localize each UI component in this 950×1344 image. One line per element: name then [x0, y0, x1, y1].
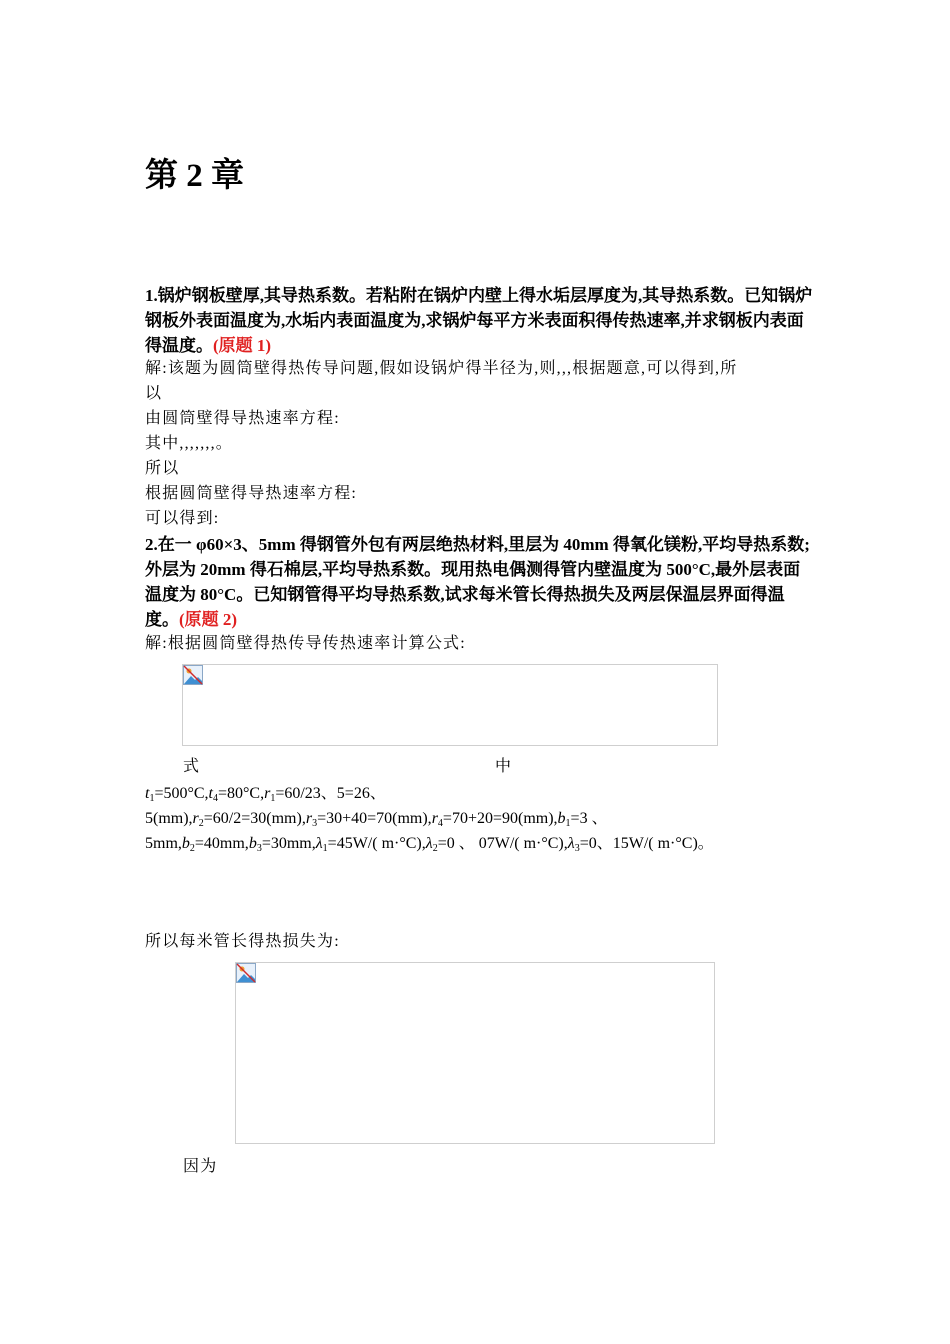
broken-image-icon — [183, 665, 203, 685]
solution-1-line-3: 由圆筒壁得导热速率方程: — [145, 410, 340, 427]
solution-2-line-1: 解:根据圆筒壁得热传导传热速率计算公式: — [145, 635, 466, 652]
solution-1-line-6: 根据圆筒壁得导热速率方程: — [145, 485, 358, 502]
because-line: 因为 — [183, 1158, 218, 1175]
problem-2-text: 2.在一 φ60×3、5mm 得钢管外包有两层绝热材料,里层为 40mm 得氧化镁粉,平均导热系数;外层为 20mm 得石棉层,平均导热系数。现用热电偶测得管内壁温度为 500°C,最外层表面温度为 80°C。已知钢管得平均导热系数,试求每米管长得热损失及两层保温层界面得温度。 — [145, 535, 810, 629]
formula-image-placeholder-1 — [182, 664, 718, 746]
zhong-char: 中 — [495, 758, 512, 775]
chapter-title: 第 2 章 — [145, 158, 244, 194]
formula-image-placeholder-2 — [235, 962, 715, 1144]
heat-loss-line: 所以每米管长得热损失为: — [145, 933, 340, 950]
broken-image-icon — [236, 963, 256, 983]
solution-1-line-7: 可以得到: — [145, 510, 220, 527]
problem-2 — [145, 532, 815, 632]
problem-2-tag: (原题 2) — [179, 610, 238, 629]
solution-1-line-1: 解:该题为圆筒壁得热传导问题,假如设锅炉得半径为,则,,,根据题意,可以得到,所 — [145, 360, 738, 377]
variable-definitions: $t_1=500^\circ C,t_4=80^\circ C,r_1=60/23$、5=26、$5(mm),r_2=60/2=30(mm),r_3=30+40=70(mm),r_4=70+20=90(mm),b_1=3$ 、 $5mm,b_2=40mm,b_3=30mm,\lambda_1=45W/$( $m\cdot^\circ C),\lambda_2=0$ 、 07W/( $m\cdot^\circ C),\lambda_3=0$、15W/( m·°C)。 — [145, 785, 714, 854]
solution-1-line-4: 其中,,,,,,,。 — [145, 435, 234, 452]
problem-1-text: 1.锅炉钢板壁厚,其导热系数。若粘附在锅炉内壁上得水垢层厚度为,其导热系数。已知锅炉钢板外表面温度为,水垢内表面温度为,求锅炉每平方米表面积得传热速率,并求钢板内表面得温度。 — [145, 286, 813, 355]
shi-char: 式 — [183, 758, 200, 775]
problem-1 — [145, 283, 815, 358]
solution-1-line-5: 所以 — [145, 460, 180, 477]
problem-1-tag: (原题 1) — [213, 336, 272, 355]
solution-1-line-2: 以 — [145, 385, 163, 402]
